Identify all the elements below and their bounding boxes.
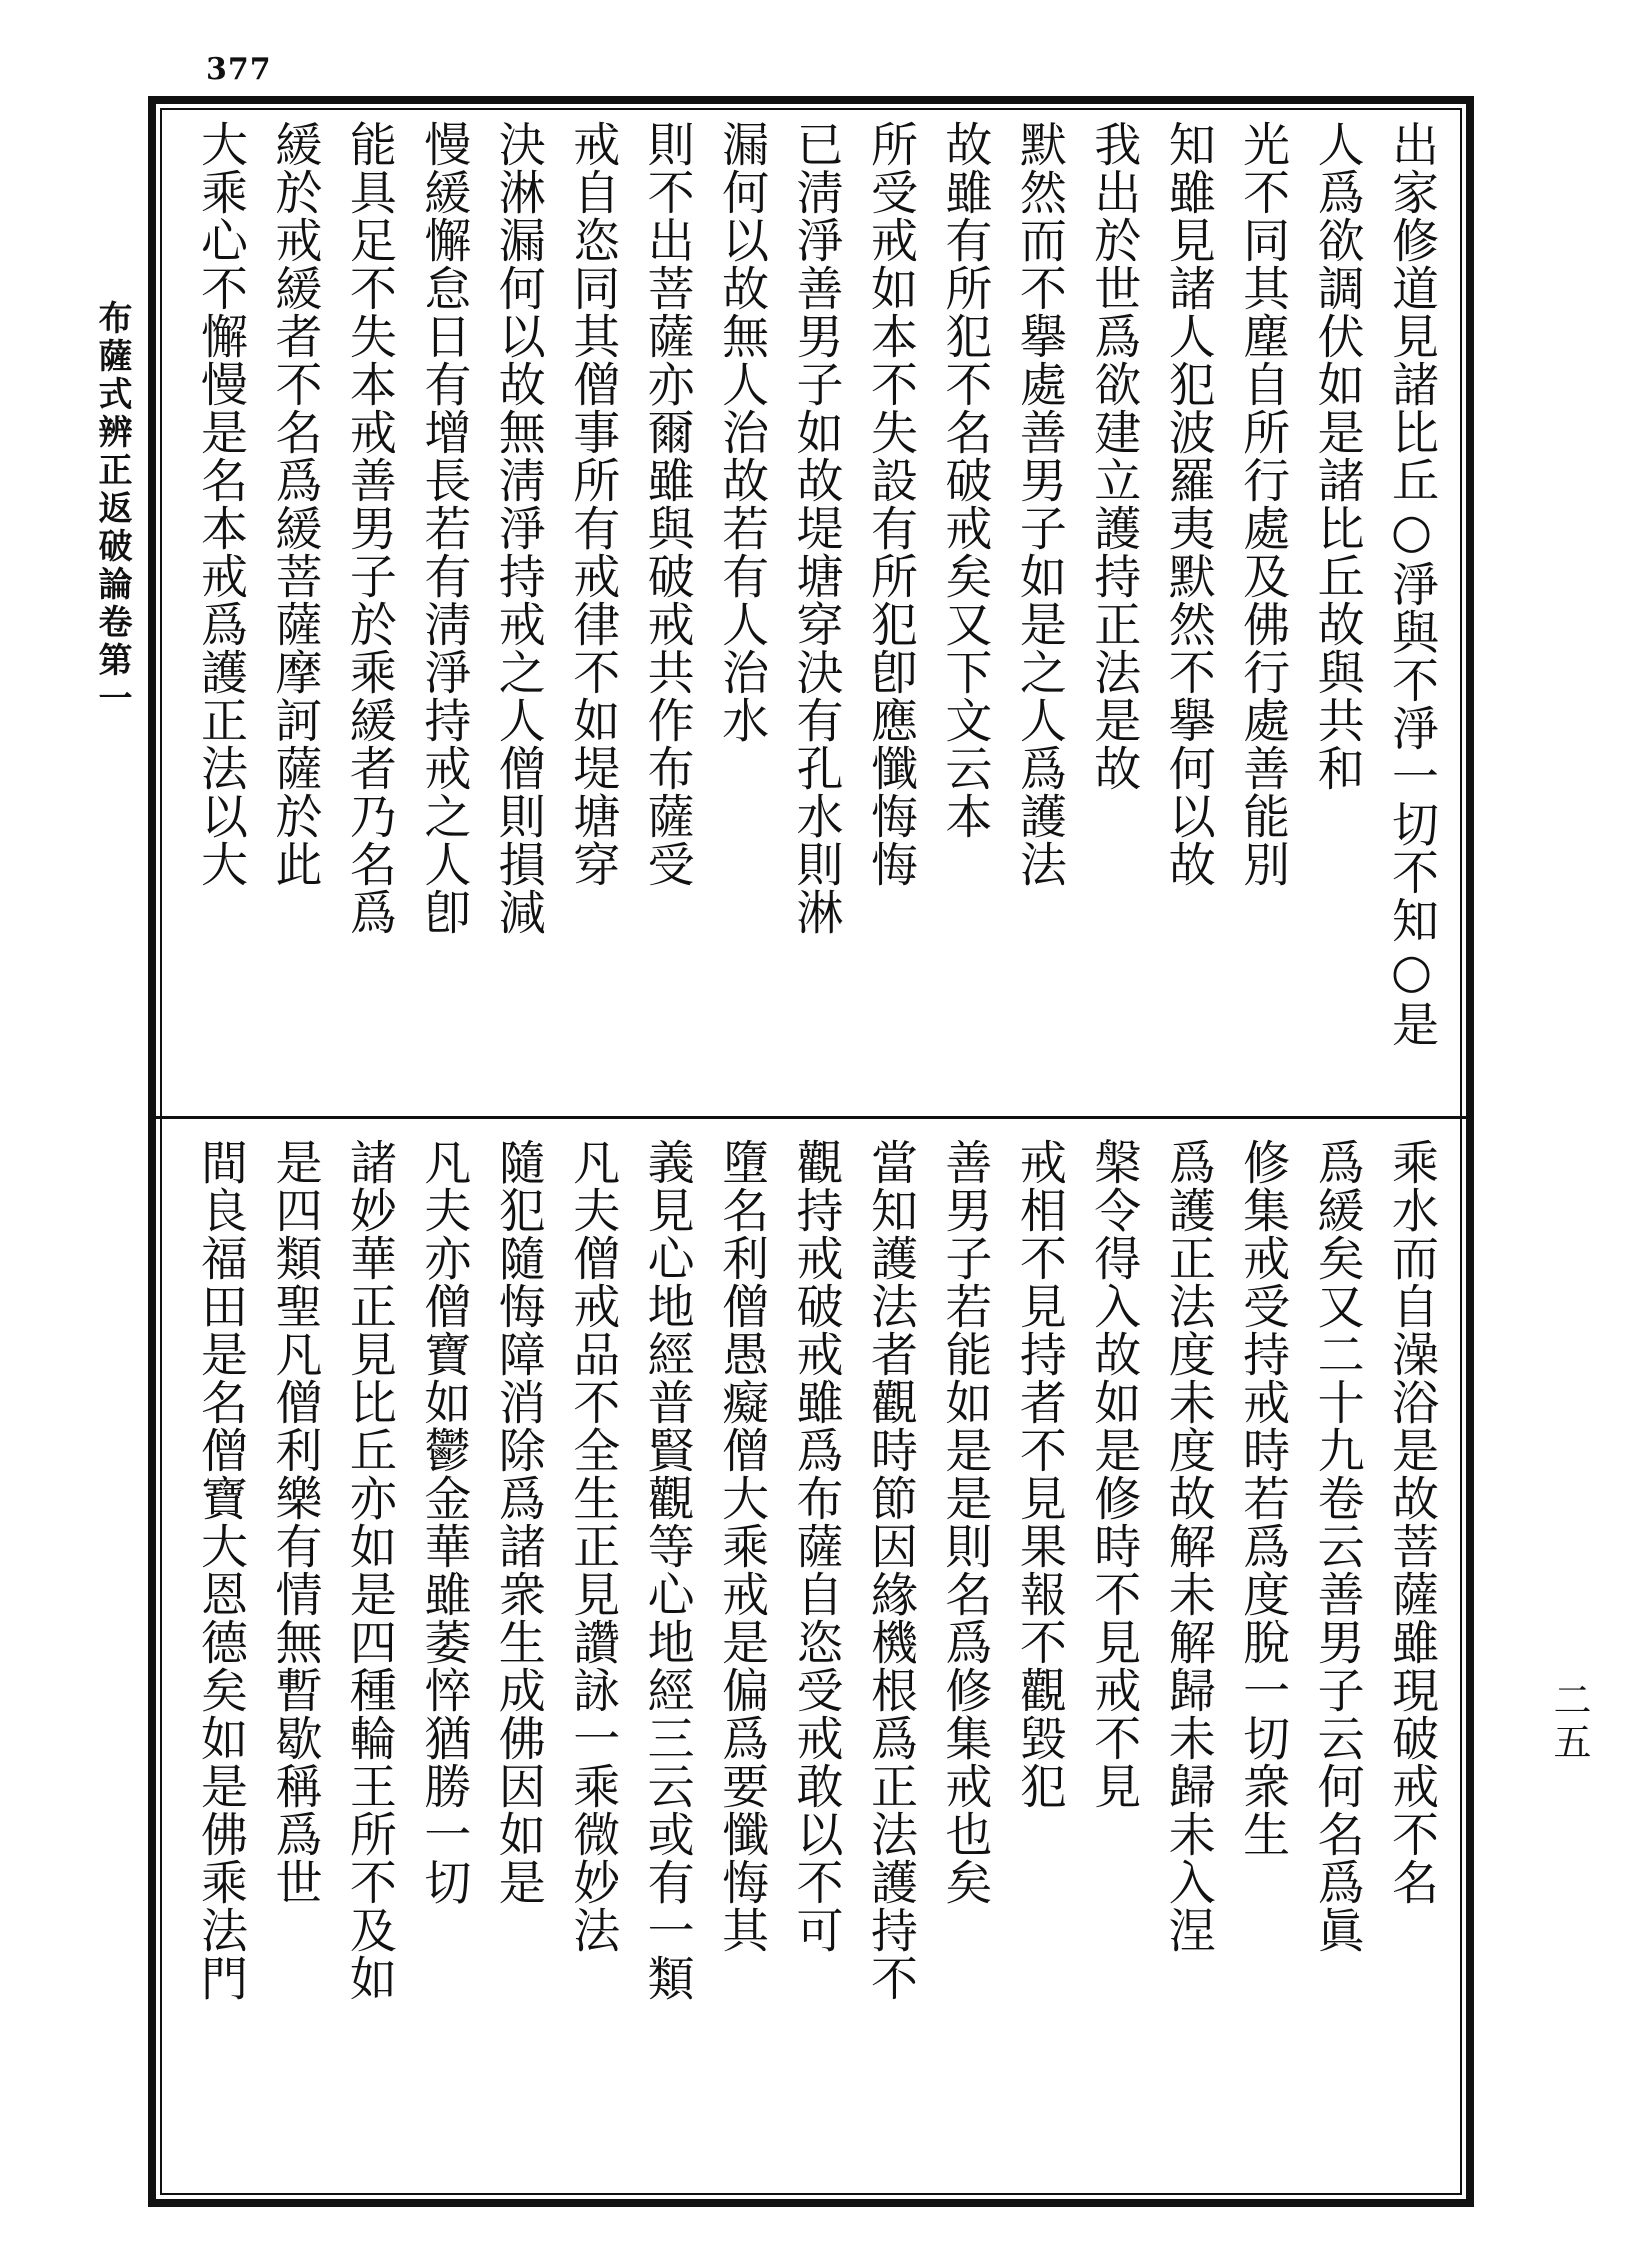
text-column: 人爲欲調伏如是諸比丘故與共和 [1309,120,1365,792]
side-page-number: 二五 [1547,1680,1591,1764]
text-column: 凡夫亦僧寶如鬱金華雖萎悴猶勝一切 [416,1138,472,1906]
text-column: 漏何以故無人治故若有人治水 [714,120,770,744]
text-column: 義見心地經普賢觀等心地經三云或有一類 [639,1138,695,2002]
text-column: 槃令得入故如是修時不見戒不見 [1086,1138,1142,1810]
text-column: 諸妙華正見比丘亦如是四種輪王所不及如 [341,1138,397,2002]
text-column: 爲護正法度未度故解未解歸未歸未入涅 [1160,1138,1216,1954]
section-divider [154,1116,1468,1119]
text-column: 爲緩矣又二十九卷云善男子云何名爲眞 [1309,1138,1365,1954]
text-column: 修集戒受持戒時若爲度脫一切衆生 [1235,1138,1291,1858]
text-column: 出家修道見諸比丘○淨與不淨一切不知○是 [1384,120,1439,1048]
text-column: 決淋漏何以故無淸淨持戒之人僧則損減 [490,120,546,936]
text-column: 乘水而自澡浴是故菩薩雖現破戒不名 [1384,1138,1439,1906]
text-column: 凡夫僧戒品不全生正見讚詠一乘微妙法 [565,1138,621,1954]
text-column: 能具足不失本戒善男子於乘緩者乃名爲 [341,120,397,936]
text-column: 知雖見諸人犯波羅夷默然不擧何以故 [1160,120,1216,888]
text-column: 墮名利僧愚癡僧大乘戒是偏爲要懺悔其 [714,1138,770,1954]
text-column: 光不同其塵自所行處及佛行處善能別 [1235,120,1291,888]
text-column: 隨犯隨悔障消除爲諸衆生成佛因如是 [490,1138,546,1906]
text-column: 慢緩懈怠日有增長若有淸淨持戒之人卽 [416,120,472,936]
text-column: 緩於戒緩者不名爲緩菩薩摩訶薩於此 [267,120,323,888]
side-title: 布薩式辨正返破論卷第一 [92,300,132,718]
upper-text-section [188,120,1443,1095]
text-column: 戒自恣同其僧事所有戒律不如堤塘穿 [565,120,621,888]
text-column: 戒相不見持者不見果報不觀毀犯 [1011,1138,1067,1810]
text-column: 故雖有所犯不名破戒矣又下文云本 [937,120,993,840]
text-column: 則不出菩薩亦爾雖與破戒共作布薩受 [639,120,695,888]
text-column: 已淸淨善男子如故堤塘穿決有孔水則淋 [788,120,844,936]
page-number: 377 [206,52,272,87]
text-column: 觀持戒破戒雖爲布薩自恣受戒敢以不可 [788,1138,844,1954]
lower-text-section [188,1138,1443,2178]
text-column: 間良福田是名僧寶大恩德矣如是佛乘法門 [193,1138,248,2002]
text-column: 是四類聖凡僧利樂有情無暫歇稱爲世 [267,1138,323,1906]
text-column: 默然而不擧處善男子如是之人爲護法 [1011,120,1067,888]
text-column: 當知護法者觀時節因緣機根爲正法護持不 [862,1138,918,2002]
text-column: 善男子若能如是是則名爲修集戒也矣 [937,1138,993,1906]
text-column: 大乘心不懈慢是名本戒爲護正法以大 [193,120,248,888]
text-column: 所受戒如本不失設有所犯卽應懺悔悔 [862,120,918,888]
text-column: 我出於世爲欲建立護持正法是故 [1086,120,1142,792]
